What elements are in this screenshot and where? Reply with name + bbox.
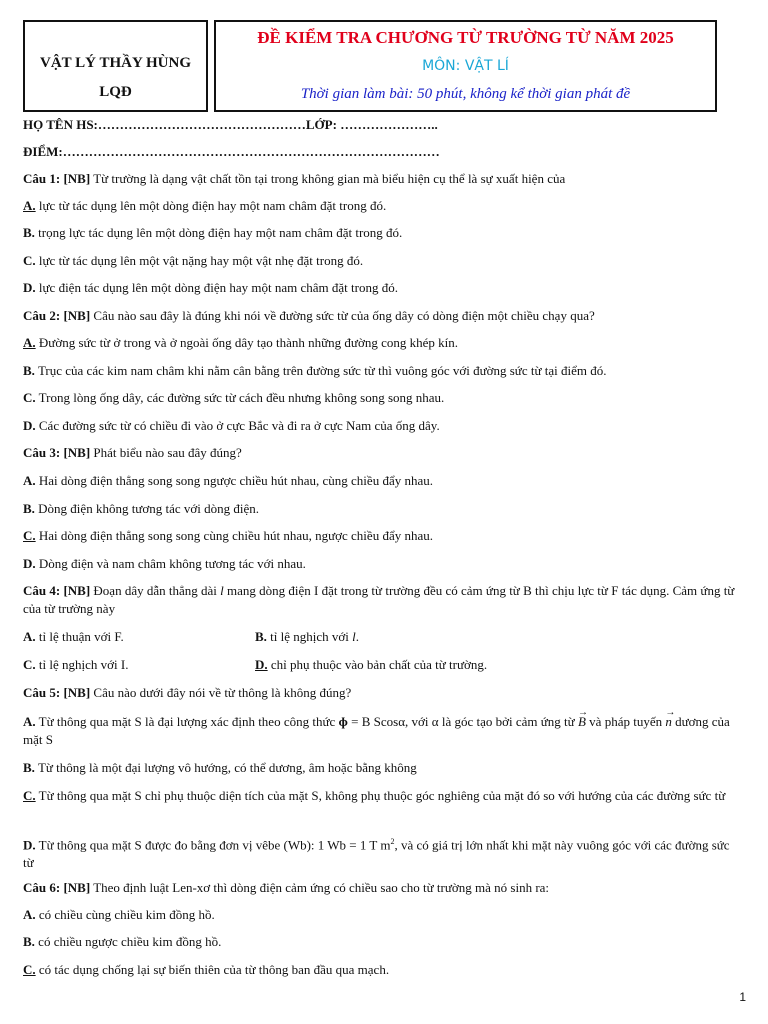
header-title-box (214, 20, 717, 112)
question-text: Phát biểu nào sau đây đúng? (93, 445, 242, 460)
q4-options-row-2 (23, 656, 743, 674)
q3-option-c (23, 527, 743, 545)
option-key: A. (23, 473, 36, 488)
q4-option-c (23, 657, 128, 672)
option-key-correct: C. (23, 528, 36, 543)
q5-option-d (23, 833, 743, 872)
q2-option-b (23, 362, 743, 380)
exam-time: Thời gian làm bài: 50 phút, không kể thời gian phát đề (300, 86, 631, 102)
question-text: Câu nào sau đây là đúng khi nói về đường sức từ của ống dây có dòng điện một chiều chạy qua? (93, 308, 595, 323)
option-text: có chiều cùng chiều kim đồng hồ. (38, 907, 215, 922)
student-name-line: HỌ TÊN HS:…………………………………………LỚP: ………………….. (23, 117, 438, 132)
option-key: A. (23, 907, 36, 922)
author-school: LQĐ (99, 84, 132, 100)
q1-option-d (23, 279, 743, 297)
question-level: [NB] (63, 685, 91, 700)
option-text: Đường sức từ ở trong và ở ngoài ống dây tạo thành những đường cong khép kín. (38, 335, 458, 350)
option-key: C. (23, 657, 36, 672)
vector-b: → B (578, 713, 586, 731)
option-text: Từ thông qua mặt S là đại lượng xác định theo công thức (38, 714, 339, 729)
question-text: Đoạn dây dẫn thẳng dài (90, 583, 221, 598)
question-label: Câu 1: (23, 171, 61, 186)
question-level: [NB] (63, 583, 91, 598)
exam-title: ĐỀ KIỂM TRA CHƯƠNG TỪ TRƯỜNG TỪ NĂM 2025 (257, 28, 674, 47)
q3-option-d (23, 555, 743, 573)
option-text: , và có giá trị lớn nhất khi mặt này vuông góc với các đường sức từ (23, 837, 730, 871)
phi-symbol: ɸ (338, 714, 348, 729)
student-score-line: ĐIỂM:…………………………………………………………………………… (23, 144, 440, 159)
option-text: Dòng điện và nam châm không tương tác với nhau. (38, 556, 306, 571)
option-key: B. (23, 934, 35, 949)
option-key: D. (23, 418, 36, 433)
option-key: B. (23, 501, 35, 516)
option-key-correct: C. (23, 962, 36, 977)
option-key-correct: A. (23, 335, 36, 350)
option-text: Hai dòng điện thẳng song song cùng chiều hút nhau, ngược chiều đẩy nhau. (38, 528, 433, 543)
q6-option-a (23, 906, 743, 924)
option-key: C. (23, 253, 36, 268)
option-key: B. (23, 760, 35, 775)
option-text: Từ thông qua mặt S chỉ phụ thuộc diện tích của mặt S, không phụ thuộc góc nghiêng của mặt đó so với hướng của các đường sức từ (38, 788, 726, 803)
option-text: Các đường sức từ có chiều đi vào ở cực Bắc và đi ra ở cực Nam của ống dây. (38, 418, 440, 433)
question-text: Câu nào dưới đây nói về từ thông là không đúng? (93, 685, 352, 700)
option-text: Từ thông là một đại lượng vô hướng, có thể dương, âm hoặc bằng không (37, 760, 417, 775)
option-text: lực từ tác dụng lên một vật nặng hay một vật nhẹ đặt trong đó. (38, 253, 364, 268)
option-key: D. (23, 556, 36, 571)
q4-option-b (255, 628, 359, 646)
exam-subject: MÔN: VẬT LÍ (422, 58, 509, 74)
option-key: A. (23, 629, 36, 644)
option-text: tỉ lệ nghịch với I. (38, 657, 129, 672)
q5-option-b (23, 759, 743, 777)
header-author-box (23, 20, 208, 112)
author-name: VẬT LÝ THẦY HÙNG (40, 55, 191, 71)
q1-option-b (23, 224, 743, 242)
variable-l: l (220, 583, 224, 598)
question-label: Câu 3: (23, 445, 61, 460)
question-text: Theo định luật Len-xơ thì dòng điện cảm ứng có chiều sao cho từ trường mà nó sinh ra: (93, 880, 550, 895)
question-text: mang dòng điện I đặt trong từ trường đều có cảm ứng từ B thì chịu lực từ F tác dụng. Cảm ứng từ của từ trường này (23, 583, 735, 616)
option-text: trọng lực tác dụng lên một dòng điện hay một nam châm đặt trong đó. (38, 225, 403, 240)
option-text: Từ thông qua mặt S được đo bằng đơn vị vêbe (Wb): 1 Wb = 1 T m (38, 837, 391, 853)
option-key-correct: D. (255, 657, 268, 672)
question-4 (23, 582, 743, 618)
question-text: Từ trường là dạng vật chất tồn tại trong không gian mà biểu hiện cụ thể là sự xuất hiện của (93, 171, 566, 186)
q5-option-a (23, 713, 743, 749)
option-text: lực từ tác dụng lên một dòng điện hay một nam châm đặt trong đó. (38, 198, 387, 213)
q4-option-a (23, 629, 124, 644)
question-label: Câu 5: (23, 685, 61, 700)
option-key: A. (23, 714, 36, 729)
option-text: Trục của các kim nam châm khi nằm cân bằng trên đường sức từ thì vuông góc với đường sức từ tại điểm đó. (37, 363, 607, 378)
q2-option-c (23, 389, 743, 407)
q5-option-c (23, 787, 743, 805)
q4-option-d (255, 656, 487, 674)
page-number: 1 (739, 990, 746, 1004)
option-text: có chiều ngược chiều kim đồng hồ. (38, 934, 222, 949)
option-text: Hai dòng điện thẳng song song ngược chiều hút nhau, cùng chiều đẩy nhau. (38, 473, 433, 488)
q4-options-row-1 (23, 628, 743, 646)
q6-option-b (23, 933, 743, 951)
option-text: = B Scosα, với α là góc tạo bởi cảm ứng từ (347, 714, 578, 729)
option-text: lực điện tác dụng lên một dòng điện hay một nam châm đặt trong đó. (38, 280, 398, 295)
option-key-correct: C. (23, 788, 36, 803)
option-key: C. (23, 390, 36, 405)
option-text: có tác dụng chống lại sự biến thiên của từ thông ban đầu qua mạch. (38, 962, 390, 977)
option-text: dương của mặt S (23, 714, 730, 747)
option-key: D. (23, 280, 36, 295)
question-5 (23, 684, 743, 702)
q3-option-a (23, 472, 743, 490)
option-text: tỉ lệ nghịch với (270, 629, 353, 644)
q2-option-a (23, 334, 743, 352)
question-2 (23, 307, 743, 325)
option-text: tỉ lệ thuận với F. (38, 629, 124, 644)
option-text: chỉ phụ thuộc vào bản chất của từ trường. (270, 657, 488, 672)
option-text: và pháp tuyến (585, 714, 666, 729)
question-label: Câu 4: (23, 583, 61, 598)
q1-option-a (23, 197, 743, 215)
question-level: [NB] (63, 880, 91, 895)
option-text-end: . (355, 629, 360, 644)
variable-l: l (352, 629, 356, 644)
q1-option-c (23, 252, 743, 270)
q6-option-c (23, 961, 743, 979)
q3-option-b (23, 500, 743, 518)
option-key-correct: A. (23, 198, 36, 213)
option-key: B. (23, 225, 35, 240)
question-6 (23, 879, 743, 897)
superscript: 2 (390, 837, 395, 846)
option-key: B. (255, 629, 267, 644)
question-level: [NB] (63, 308, 91, 323)
option-key: B. (23, 363, 35, 378)
question-label: Câu 6: (23, 880, 61, 895)
option-text: Dòng điện không tương tác với dòng điện. (38, 501, 259, 516)
option-text: Trong lòng ống dây, các đường sức từ cách đều nhưng không song song nhau. (38, 390, 445, 405)
vector-n: → n (665, 713, 672, 731)
question-label: Câu 2: (23, 308, 61, 323)
question-1 (23, 170, 743, 188)
question-3 (23, 444, 743, 462)
question-level: [NB] (63, 171, 91, 186)
q2-option-d (23, 417, 743, 435)
question-level: [NB] (63, 445, 91, 460)
option-key: D. (23, 837, 36, 853)
